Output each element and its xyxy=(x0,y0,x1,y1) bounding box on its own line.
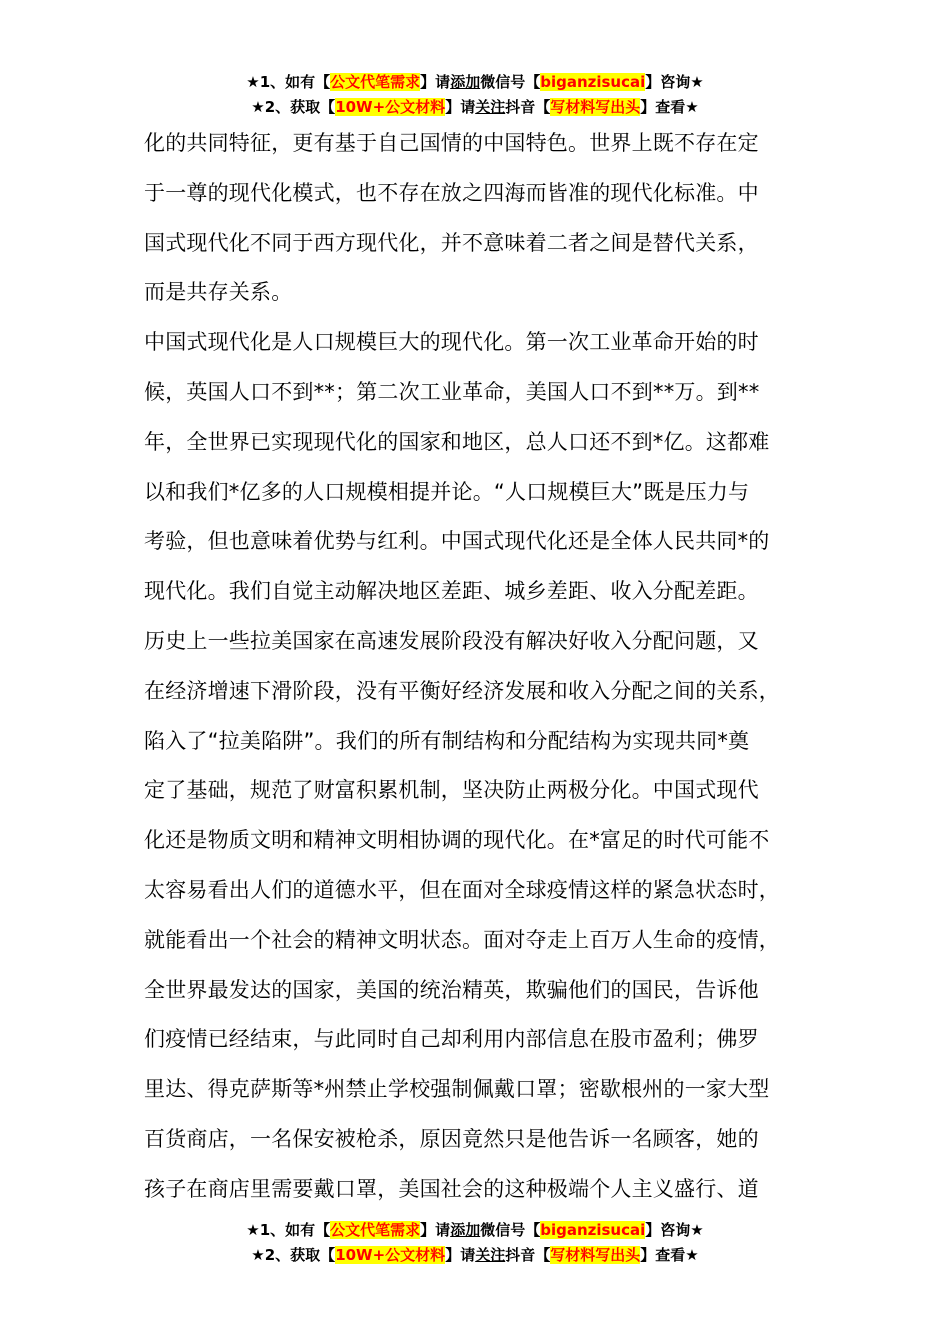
banner-text: 】请 xyxy=(420,1221,451,1239)
banner-highlight: 写材料写出头 xyxy=(550,1246,641,1264)
banner-text: 】咨询★ xyxy=(645,1221,704,1239)
banner-highlight: 10W+公文材料 xyxy=(335,98,446,116)
body-line: 年，全世界已实现现代化的国家和地区，总人口还不到*亿。这都难 xyxy=(144,429,770,454)
banner-text: 】查看★ xyxy=(640,98,699,116)
banner-highlight: 公文代笔需求 xyxy=(330,1221,421,1239)
body-line: 历史上一些拉美国家在高速发展阶段没有解决好收入分配问题，又 xyxy=(144,628,759,653)
body-line: 而是共存关系。 xyxy=(144,280,293,305)
body-line: 们疫情已经结束，与此同时自己却利用内部信息在股市盈利；佛罗 xyxy=(144,1027,759,1052)
banner-text: ★2、获取【 xyxy=(251,98,336,116)
body-line: 百货商店，一名保安被枪杀，原因竟然只是他告诉一名顾客，她的 xyxy=(144,1126,759,1151)
banner-text: ★2、获取【 xyxy=(251,1246,336,1264)
body-line: 就能看出一个社会的精神文明状态。面对夺走上百万人生命的疫情， xyxy=(144,927,780,952)
banner-highlight: 写材料写出头 xyxy=(550,98,641,116)
banner-highlight: 公文代笔需求 xyxy=(330,73,421,91)
banner-underlined-text: 关注 xyxy=(475,1246,506,1264)
banner-highlight: biganzisucai xyxy=(540,1221,646,1239)
banner-line-2 xyxy=(0,95,950,120)
banner-text: 】请 xyxy=(445,1246,476,1264)
body-line: 现代化。我们自觉主动解决地区差距、城乡差距、收入分配差距。 xyxy=(144,579,759,604)
banner-text: 】查看★ xyxy=(640,1246,699,1264)
body-line: 里达、得克萨斯等*州禁止学校强制佩戴口罩；密歇根州的一家大型 xyxy=(144,1077,770,1102)
body-line: 定了基础，规范了财富积累机制，坚决防止两极分化。中国式现代 xyxy=(144,778,759,803)
body-line: 全世界最发达的国家，美国的统治精英，欺骗他们的国民，告诉他 xyxy=(144,977,759,1002)
header-banner xyxy=(0,70,950,120)
banner-text: ★1、如有【 xyxy=(246,1221,331,1239)
body-line: 考验，但也意味着优势与红利。中国式现代化还是全体人民共同*的 xyxy=(144,529,770,554)
banner-text: 微信号【 xyxy=(480,73,541,91)
body-line: 于一尊的现代化模式，也不存在放之四海而皆准的现代化标准。中 xyxy=(144,180,759,205)
banner-text: 】请 xyxy=(420,73,451,91)
banner-text: 】请 xyxy=(445,98,476,116)
body-line: 国式现代化不同于西方现代化，并不意味着二者之间是替代关系， xyxy=(144,230,759,255)
body-line: 孩子在商店里需要戴口罩，美国社会的这种极端个人主义盛行、道 xyxy=(144,1176,759,1201)
banner-text: 抖音【 xyxy=(505,98,551,116)
banner-text: ★1、如有【 xyxy=(246,73,331,91)
body-line: 太容易看出人们的道德水平，但在面对全球疫情这样的紧急状态时， xyxy=(144,877,780,902)
body-line: 中国式现代化是人口规模巨大的现代化。第一次工业革命开始的时 xyxy=(144,330,759,355)
body-line: 化的共同特征，更有基于自己国情的中国特色。世界上既不存在定 xyxy=(144,131,759,155)
banner-text: 微信号【 xyxy=(480,1221,541,1239)
banner-underlined-text: 关注 xyxy=(475,98,506,116)
document-body xyxy=(144,119,834,1215)
banner-highlight: biganzisucai xyxy=(540,73,646,91)
banner-text: 抖音【 xyxy=(505,1246,551,1264)
banner-highlight: 10W+公文材料 xyxy=(335,1246,446,1264)
banner-text: 】咨询★ xyxy=(645,73,704,91)
banner-underlined-text: 添加 xyxy=(450,1221,481,1239)
banner-line-1 xyxy=(0,70,950,95)
body-line: 化还是物质文明和精神文明相协调的现代化。在*富足的时代可能不 xyxy=(144,828,770,853)
footer-banner xyxy=(0,1218,950,1268)
body-line: 在经济增速下滑阶段，没有平衡好经济发展和收入分配之间的关系， xyxy=(144,678,780,703)
banner-line-1 xyxy=(0,1218,950,1243)
body-line: 陷入了“拉美陷阱”。我们的所有制结构和分配结构为实现共同*奠 xyxy=(144,728,750,753)
banner-line-2 xyxy=(0,1243,950,1268)
body-line: 候，英国人口不到**；第二次工业革命，美国人口不到**万。到** xyxy=(144,379,760,404)
banner-underlined-text: 添加 xyxy=(450,73,481,91)
body-line: 以和我们*亿多的人口规模相提并论。“人口规模巨大”既是压力与 xyxy=(144,479,750,504)
